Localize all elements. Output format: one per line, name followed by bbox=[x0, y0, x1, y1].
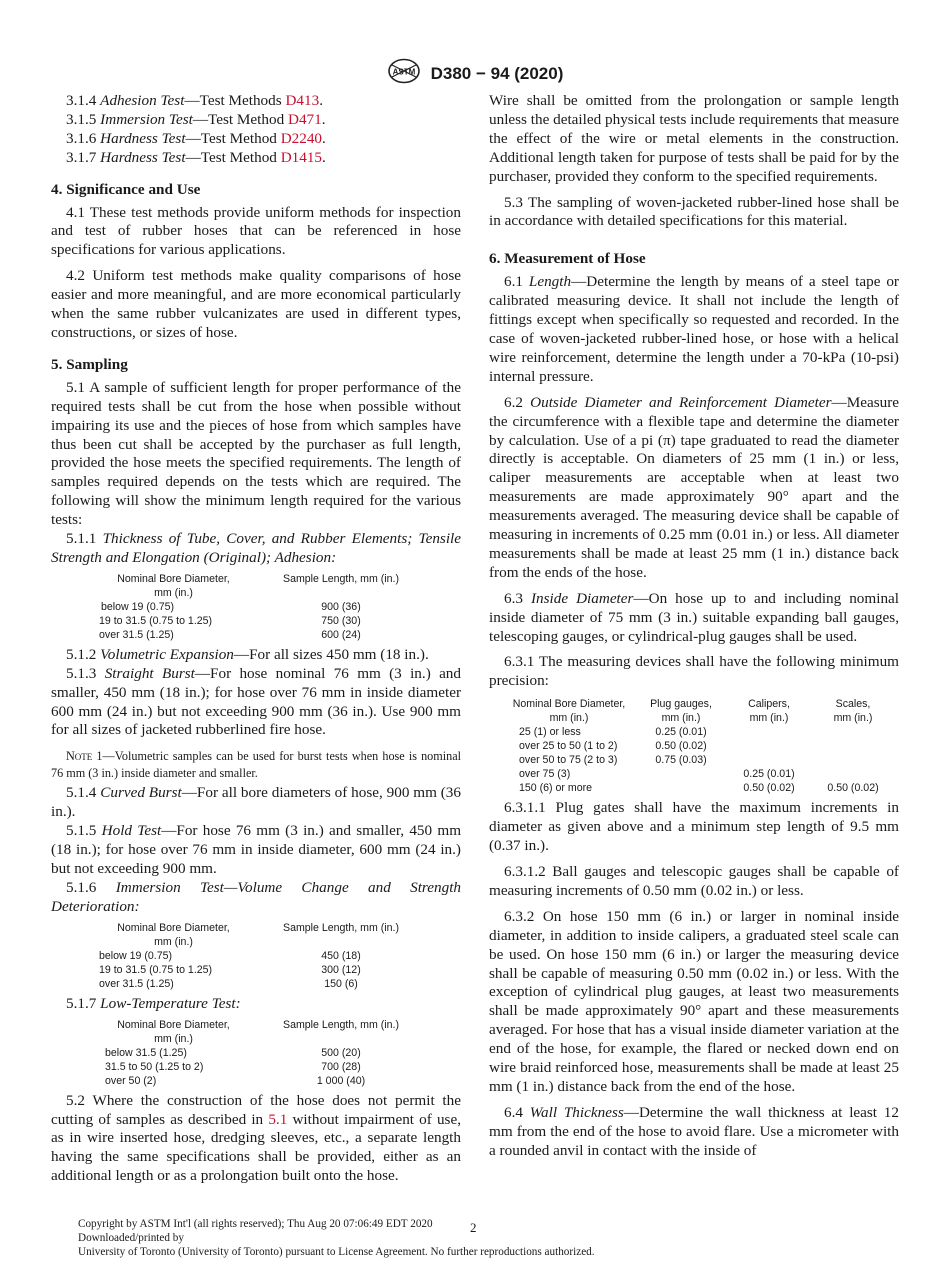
svg-text:ASTM: ASTM bbox=[392, 67, 415, 77]
section-5-heading: 5. Sampling bbox=[51, 355, 128, 373]
copyright-footer bbox=[78, 1217, 595, 1259]
table-header: Sample Length, mm (in.) bbox=[283, 1018, 399, 1031]
table-row: over 25 to 50 (1 to 2) 0.50 (0.02) bbox=[519, 740, 707, 753]
left-column bbox=[51, 92, 461, 1186]
table-header: Plug gauges, bbox=[650, 698, 712, 711]
table-row: 150 (6) or more 0.50 (0.02) 0.50 (0.02) bbox=[519, 782, 879, 795]
clause-3-1-5: 3.1.5 Immersion Test—Test Method D471. bbox=[66, 110, 326, 128]
table-header: Sample Length, mm (in.) bbox=[283, 921, 399, 934]
clause-5-2: 5.2 Where the construction of the hose does not permit the cutting of samples as described in 5.1 without impairment of use, as in wire inserted hose, dredging sleeves, etc., a separate length having the same specifications shall be provided, either as an additional length or as a prolongation built onto the hose. bbox=[51, 1091, 461, 1185]
clause-6-3-1-2: 6.3.1.2 Ball gauges and telescopic gauges shall be capable of measuring increments of 0.50 mm (0.02 in.) or less. bbox=[489, 863, 899, 899]
ref-link-5-1[interactable]: 5.1 bbox=[268, 1110, 288, 1128]
table-row: over 50 to 75 (2 to 3) 0.75 (0.03) bbox=[519, 754, 707, 767]
section-4-heading: 4. Significance and Use bbox=[51, 180, 201, 198]
ref-link-d471[interactable]: D471 bbox=[287, 110, 322, 128]
clause-6-3-1: 6.3.1 The measuring devices shall have the following minimum precision: bbox=[489, 653, 899, 690]
ref-link-d413[interactable]: D413 bbox=[285, 92, 320, 109]
table-header: Scales, bbox=[835, 698, 871, 711]
clause-5-3: 5.3 The sampling of woven-jacketed rubber-lined hose shall be in accordance with detailed specifications for this material. bbox=[489, 193, 899, 230]
table-header: mm (in.) bbox=[154, 935, 193, 948]
table-header: Nominal Bore Diameter, bbox=[117, 1018, 230, 1031]
clause-6-3: 6.3 Inside Diameter—On hose up to and including nominal inside diameter of 75 mm (3 in.) suitable expanding ball gauges, telescoping gauges, or cylindrical-plug gauges shall be used. bbox=[489, 589, 899, 645]
table-row: over 31.5 (1.25) 600 (24) bbox=[99, 628, 361, 641]
clause-6-2: 6.2 Outside Diameter and Reinforcement Diameter—Measure the circumference with a flexible tape and determine the diameter by calculation. Use of a pi (π) tape graduated to read the diameter directly is acceptable. On diameters of 25 mm (1 in.) or less, caliper measurements are acceptable when at least two measurements are made approximately 90° apart and the measurements averaged. The measuring device shall be capable of measuring in increments of 0.25 mm (0.01 in.) or less. All diameter measurements shall be made at least 25 mm (1 in.) distance back from the ends of the hose. bbox=[489, 393, 899, 581]
clause-6-3-2: 6.3.2 On hose 150 mm (6 in.) or larger in nominal inside diameter, in addition to inside calipers, a graduated steel scale can be used. On hose 150 mm (6 in.) or larger the measuring device shall be capable of measuring 0.50 mm (0.02 in.) or less. With the exception of cylindrical plug gauges, at least two measurements shall be made approximately 90° apart and these measurements averaged. For hose that has a visual inside diameter variation at the end of the hose, for example, the flared or necked down end on wire braid reinforced hose, measurements shall be made at least 25 mm (1 in.) distance back from the end of the hose. bbox=[489, 907, 899, 1095]
sample-length-table-3 bbox=[91, 1018, 426, 1088]
page-header bbox=[0, 58, 950, 89]
table-header: mm (in.) bbox=[833, 712, 873, 725]
clause-5-1: 5.1 A sample of sufficient length for proper performance of the required tests shall be cut from the hose when possible without impairing its use and the pieces of hose from which samples have thus been cut shall be accepted by the purchaser as full length, provided the hose meets the specified requirements. The length of samples required depends on the tests which are required. The following will show the minimum length required for the various tests: bbox=[51, 378, 461, 529]
section-6-heading: 6. Measurement of Hose bbox=[489, 250, 646, 268]
table-header: Sample Length, mm (in.) bbox=[283, 572, 399, 585]
clause-6-4: 6.4 Wall Thickness—Determine the wall thickness at least 12 mm from the end of the hose to avoid flare. Use a micrometer with a rounded anvil in contact with the inside of bbox=[489, 1103, 899, 1159]
table-header: mm (in.) bbox=[549, 712, 589, 725]
footer-license-line: University of Toronto (University of Toronto) pursuant to License Agreement. No further reproductions authorized. bbox=[78, 1246, 595, 1258]
table-row: over 75 (3) 0.25 (0.01) bbox=[519, 768, 795, 781]
table-header: Calipers, bbox=[748, 698, 790, 711]
clause-3-1-7: 3.1.7 Hardness Test—Test Method D1415. bbox=[66, 148, 326, 166]
table-header: mm (in.) bbox=[661, 712, 701, 725]
clause-5-1-4: 5.1.4 Curved Burst—For all bore diameters of hose, 900 mm (36 in.). bbox=[51, 784, 461, 821]
clause-5-1-7: 5.1.7 Low-Temperature Test: bbox=[66, 994, 241, 1012]
table-row: 31.5 to 50 (1.25 to 2) 700 (28) bbox=[105, 1060, 361, 1073]
sample-length-table-1 bbox=[91, 572, 426, 642]
table-header: Nominal Bore Diameter, bbox=[117, 921, 230, 934]
clause-6-3-1-1: 6.3.1.1 Plug gates shall have the maximum increments in diameter as given above and a minimum step length of 9.5 mm (0.37 in.). bbox=[489, 799, 899, 855]
table-header: mm (in.) bbox=[749, 712, 789, 725]
clause-5-1-6: 5.1.6 Immersion Test—Volume Change and Strength Deterioration: bbox=[51, 878, 462, 915]
note-1: Note 1—Volumetric samples can be used for burst tests when hose is nominal 76 mm (3 in.) inside diameter and smaller. bbox=[51, 749, 462, 780]
clause-3-1-6: 3.1.6 Hardness Test—Test Method D2240. bbox=[66, 129, 326, 147]
page-number: 2 bbox=[470, 1220, 477, 1235]
footer-download-line: Downloaded/printed by bbox=[78, 1232, 184, 1244]
table-row: below 19 (0.75) 450 (18) bbox=[99, 949, 361, 962]
sample-length-table-2 bbox=[91, 921, 426, 991]
clause-5-1-1: 5.1.1 Thickness of Tube, Cover, and Rubber Elements; Tensile Strength and Elongation (Original); Adhesion: bbox=[51, 530, 462, 566]
precision-table bbox=[503, 697, 895, 795]
table-row: 25 (1) or less 0.25 (0.01) bbox=[519, 726, 707, 739]
astm-logo-icon bbox=[387, 58, 421, 89]
clause-5-1-3: 5.1.3 Straight Burst—For hose nominal 76 mm (3 in.) and smaller, 450 mm (18 in.); for hose over 76 mm in inside diameter 600 mm (24 in.) but not exceeding 900 mm (36 in.). Use 900 mm for all sizes of jacketed rubberlined fire hose. bbox=[51, 664, 461, 739]
table-header: mm (in.) bbox=[154, 586, 193, 599]
right-column bbox=[489, 92, 899, 1161]
table-row: over 31.5 (1.25) 150 (6) bbox=[99, 977, 358, 990]
clause-6-1: 6.1 Length—Determine the length by means of a steel tape or calibrated measuring device. It shall not include the length of fittings except when specifically so requested and recorded. In the case of woven-jacketed rubber-lined hose, or hose with a helical wire reinforcement, determine the length under a 70-kPa (10-psi) internal pressure. bbox=[489, 273, 899, 385]
table-row: over 50 (2) 1 000 (40) bbox=[105, 1074, 366, 1087]
clause-4-2: 4.2 Uniform test methods make quality comparisons of hose easier and more meaningful, and are more economical particularly when the same rubber vulcanizates are used in different types, constructions, or sizes of hose. bbox=[51, 267, 461, 341]
clause-5-2-continued: Wire shall be omitted from the prolongation or sample length unless the detailed physical tests include requirements that measure the effect of the wire or metal elements in the construction. Additional length taken for purpose of tests shall be paid for by the purchaser, provided they conform to the specified requirements. bbox=[489, 92, 899, 185]
ref-link-d2240[interactable]: D2240 bbox=[280, 129, 323, 147]
clause-4-1: 4.1 These test methods provide uniform methods for inspection and test of rubber hoses that can be referenced in hose specifications for various applications. bbox=[51, 203, 461, 259]
table-header: mm (in.) bbox=[154, 1032, 193, 1045]
footer-copyright-line: Copyright by ASTM Int'l (all rights reserved); Thu Aug 20 07:06:49 EDT 2020 bbox=[78, 1218, 433, 1230]
table-header: Nominal Bore Diameter, bbox=[512, 698, 626, 711]
standard-designation: D380 − 94 (2020) bbox=[430, 63, 564, 83]
ref-link-d1415[interactable]: D1415 bbox=[280, 148, 323, 166]
table-row: below 19 (0.75) 900 (36) bbox=[101, 600, 361, 613]
table-header: Nominal Bore Diameter, bbox=[117, 572, 230, 585]
table-row: 19 to 31.5 (0.75 to 1.25) 300 (12) bbox=[99, 963, 361, 976]
clause-3-1-4: 3.1.4 Adhesion Test—Test Methods D413. bbox=[66, 92, 323, 109]
clause-5-1-5: 5.1.5 Hold Test—For hose 76 mm (3 in.) and smaller, 450 mm (18 in.); for hose over 76 mm in inside diameter, 600 mm (24 in.) but not exceeding 900 mm. bbox=[51, 822, 462, 877]
clause-5-1-2: 5.1.2 Volumetric Expansion—For all sizes 450 mm (18 in.). bbox=[66, 645, 429, 663]
table-row: below 31.5 (1.25) 500 (20) bbox=[105, 1046, 361, 1059]
table-row: 19 to 31.5 (0.75 to 1.25) 750 (30) bbox=[99, 614, 361, 627]
